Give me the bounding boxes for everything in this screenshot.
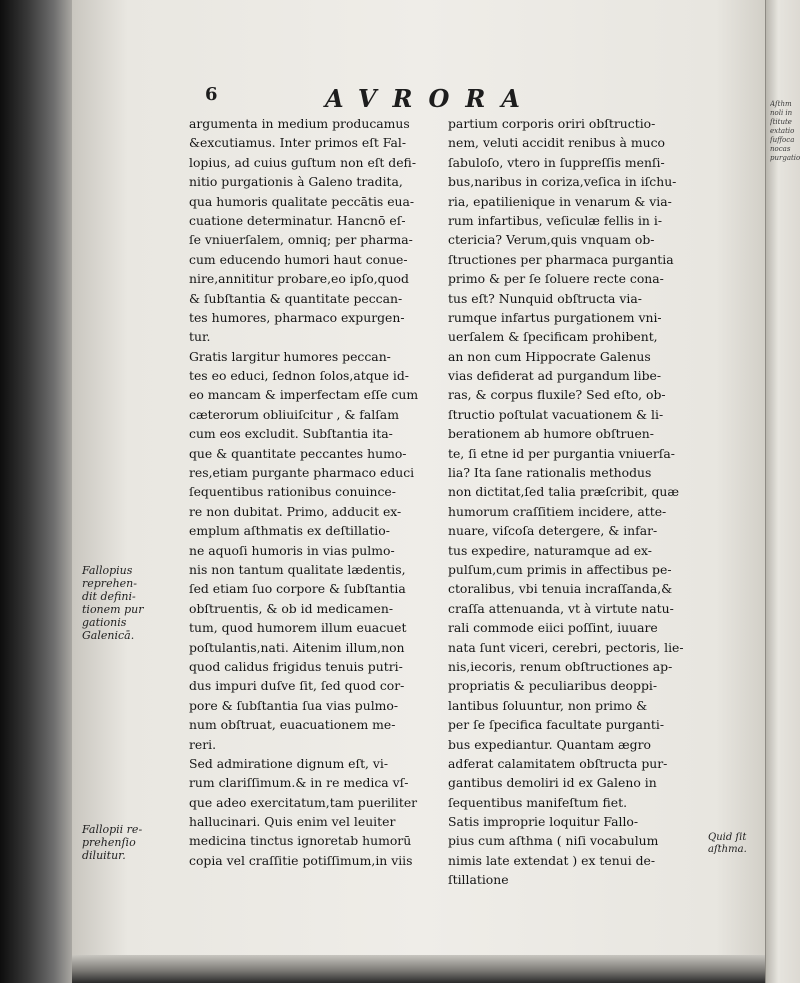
text-line: &excutiamus. Inter primos eſt Fal- — [189, 135, 407, 151]
margin-note-quid-sit-asthma: Quid ſit aſthma. — [708, 832, 747, 855]
page-number: 6 — [205, 84, 218, 105]
text-line: humorum craſſitiem incidere, atte- — [448, 503, 667, 519]
text-line: num obſtruat, euacuationem me- — [189, 717, 396, 733]
text-line: rumque infartus purgationem vni- — [448, 309, 662, 325]
text-line: nitio purgationis à Galeno tradita, — [189, 174, 403, 190]
text-line: nis non tantum qualitate lædentis, — [189, 561, 406, 577]
text-line: eo mancam & imperfectam eſſe cum — [189, 387, 419, 403]
text-line: ſed etiam ſuo corpore & ſubſtantia — [189, 581, 406, 597]
text-line: ne aquoſi humoris in vias pulmo- — [189, 542, 395, 558]
text-line: craſſa attenuanda, vt à virtute natu- — [448, 600, 674, 616]
text-line: bus,naribus in coriza,veſica in iſchu- — [448, 174, 677, 190]
text-line: ras, & corpus fluxile? Sed eſto, ob- — [448, 387, 666, 403]
text-line: primo & per ſe ſoluere recte cona- — [448, 271, 664, 287]
text-line: nuare, viſcoſa detergere, & infar- — [448, 523, 658, 539]
text-line: tur. — [189, 329, 211, 345]
text-line: ſtillatione — [448, 872, 509, 888]
text-line: cæterorum obliuiſcitur , & falſam — [189, 406, 399, 422]
text-line: ria, epatilienique in venarum & via- — [448, 193, 672, 209]
margin-note-fallopii-reprehensio: Fallopii re- prehenſio diluitur. — [82, 823, 143, 862]
text-line: re non dubitat. Primo, adducit ex- — [189, 503, 402, 519]
text-line: lopius, ad cuius guſtum non eſt defi- — [189, 154, 417, 170]
text-line: res,etiam purgante pharmaco educi — [189, 465, 415, 481]
text-line: pulſum,cum primis in affectibus pe- — [448, 561, 672, 577]
text-line: hallucinari. Quis enim vel leuiter — [189, 814, 396, 830]
text-line: non dictitat,ſed talia præſcribit, quæ — [448, 484, 680, 500]
text-line: an non cum Hippocrate Galenus — [448, 348, 651, 364]
page-bottom-edge — [72, 955, 772, 983]
text-line: Gratis largitur humores peccan- — [189, 348, 391, 364]
text-line: ſequentibus rationibus conuince- — [189, 484, 396, 500]
left-text-column — [189, 114, 441, 870]
text-line: ſabuloſo, vtero in ſuppreſſis menſi- — [448, 154, 665, 170]
text-line: pius cum aſthma ( niſi vocabulum — [448, 833, 659, 849]
text-line: obſtruentis, & ob id medicamen- — [189, 600, 394, 616]
text-line: Sed admiratione dignum eſt, vi- — [189, 755, 389, 771]
text-line: te, ſi etne id per purgantia vniuerſa- — [448, 445, 675, 461]
text-line: que & quantitate peccantes humo- — [189, 445, 407, 461]
text-line: tus eſt? Nunquid obſtructa via- — [448, 290, 642, 306]
text-line: cum educendo humori haut conue- — [189, 251, 408, 267]
text-line: rali commode eiici poſſint, iuuare — [448, 620, 658, 636]
text-line: poſtulantis,nati. Aitenim illum,non — [189, 639, 405, 655]
text-line: nis,iecoris, renum obſtructiones ap- — [448, 658, 673, 674]
text-line: medicina tinctus ignoretab humorū — [189, 833, 412, 849]
text-line: pore & ſubſtantia ſua vias pulmo- — [189, 697, 399, 713]
page-header — [0, 84, 772, 113]
text-line: copia vel craſſitie potiſſimum,in viis — [189, 852, 413, 868]
right-text-column — [448, 114, 700, 890]
text-line: uerſalem & ſpecificam prohibent, — [448, 329, 658, 345]
text-line: tus expedire, naturamque ad ex- — [448, 542, 652, 558]
text-line: nata ſunt viceri, cerebri, pectoris, lie- — [448, 639, 684, 655]
text-line: ſtructiones per pharmaca purgantia — [448, 251, 674, 267]
running-title: AVRORA — [325, 84, 536, 113]
text-line: rum clariſſimum.& in re medica vſ- — [189, 775, 409, 791]
text-line: ſequentibus manifeſtum fiet. — [448, 794, 628, 810]
text-line: vias defiderat ad purgandum libe- — [448, 368, 662, 384]
text-line: emplum aſthmatis ex deſtillatio- — [189, 523, 390, 539]
text-line: gantibus demoliri id ex Galeno in — [448, 775, 657, 791]
text-line: ctoralibus, vbi tenuia incraſſanda,& — [448, 581, 673, 597]
text-line: cuatione determinatur. Hancnō eſ- — [189, 212, 406, 228]
text-line: que adeo exercitatum,tam pueriliter — [189, 794, 418, 810]
text-line: ſtructio poſtulat vacuationem & li- — [448, 406, 664, 422]
text-line: nire,annititur probare,eo ipſo,quod — [189, 271, 409, 287]
text-line: lia? Ita ſane rationalis methodus — [448, 465, 652, 481]
book-gutter — [0, 0, 72, 983]
text-line: & ſubſtantia & quantitate peccan- — [189, 290, 403, 306]
facing-page-margin-note: Aſthm noli in ſtitute extatio ſuffoca nocas purgatio — [770, 100, 800, 162]
text-line: reri. — [189, 736, 217, 752]
text-line: ſe vniuerſalem, omniq; per pharma- — [189, 232, 413, 248]
text-line: tum, quod humorem illum euacuet — [189, 620, 407, 636]
text-line: Satis improprie loquitur Fallo- — [448, 814, 639, 830]
text-line: rum infartibus, veſiculæ fellis in i- — [448, 212, 663, 228]
text-line: quod calidus frigidus tenuis putri- — [189, 658, 403, 674]
text-line: berationem ab humore obſtruen- — [448, 426, 654, 442]
text-line: propriatis & peculiaribus deoppi- — [448, 678, 658, 694]
text-line: dus impuri duſve ſit, ſed quod cor- — [189, 678, 405, 694]
text-line: cum eos excludit. Subſtantia ita- — [189, 426, 393, 442]
text-line: qua humoris qualitate peccātis eua- — [189, 193, 415, 209]
text-line: tes humores, pharmaco expurgen- — [189, 309, 405, 325]
text-line: partium corporis oriri obſtructio- — [448, 116, 656, 131]
text-line: argumenta in medium producamus — [189, 116, 410, 131]
text-line: per ſe ſpecifica facultate purganti- — [448, 717, 665, 733]
text-line: bus expediantur. Quantam ægro — [448, 736, 651, 752]
text-line: nem, veluti accidit renibus à muco — [448, 135, 665, 151]
text-line: nimis late extendat ) ex tenui de- — [448, 852, 656, 868]
text-line: tes eo educi, ſednon ſolos,atque id- — [189, 368, 409, 384]
text-line: adferat calamitatem obſtructa pur- — [448, 755, 668, 771]
text-line: lantibus ſoluuntur, non primo & — [448, 697, 648, 713]
margin-note-fallopius-reprehendit: Fallopius reprehen- dit defini- tionem pur gationis Galenicā. — [82, 564, 144, 642]
text-line: ctericia? Verum,quis vnquam ob- — [448, 232, 655, 248]
